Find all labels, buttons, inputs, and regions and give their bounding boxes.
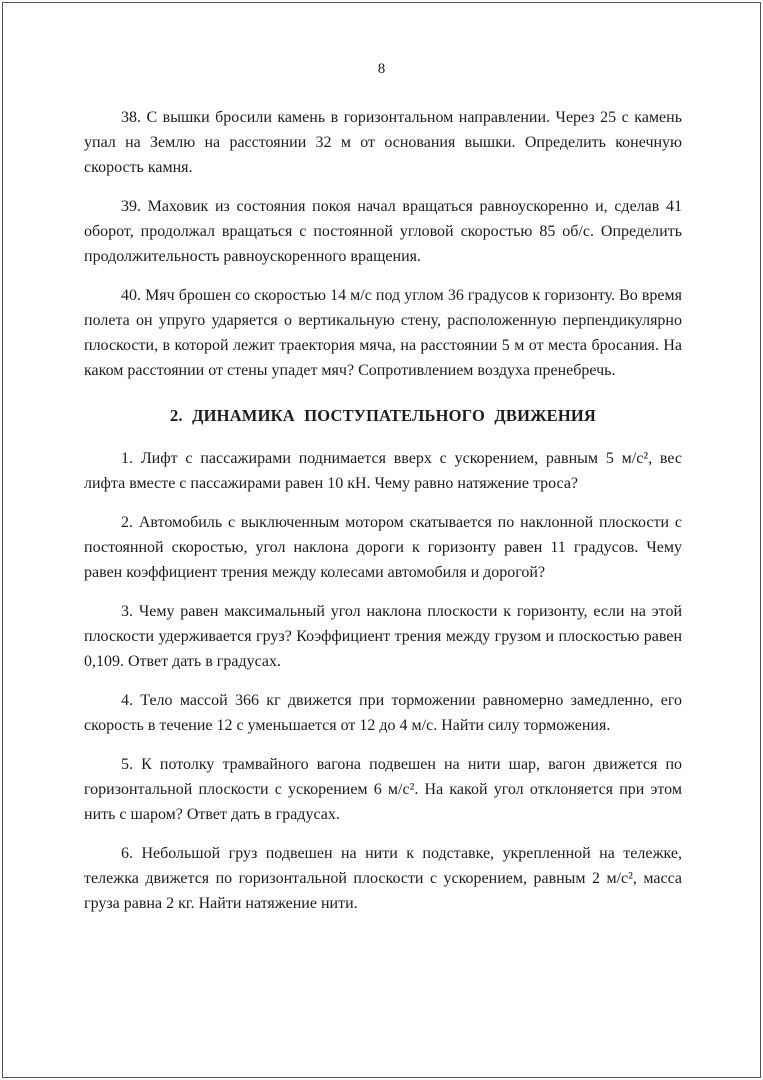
- problem-1: 1. Лифт с пассажирами поднимается вверх с ускорением, равным 5 м/с², вес лифта вместе с пассажирами равен 10 кН. Чему равно натяжение троса?: [84, 450, 682, 492]
- problem-38: 38. С вышки бросили камень в горизонтальном направлении. Через 25 с камень упал на Землю на расстоянии 32 м от основания вышки. Определить конечную скорость камня.: [84, 109, 682, 176]
- dynamics-problems-section: [84, 446, 682, 916]
- problem-6: 6. Небольшой груз подвешен на нити к подставке, укрепленной на тележке, тележка движется по горизонтальной плоскости с ускорением, равным 2 м/с², масса груза равна 2 кг. Найти натяжение нити.: [84, 845, 682, 912]
- problem-5: 5. К потолку трамвайного вагона подвешен на нити шар, вагон движется по горизонтальной плоскости с ускорением 6 м/с². На какой угол отклоняется при этом нить с шаром? Ответ дать в градусах.: [84, 756, 682, 823]
- problem-40: 40. Мяч брошен со скоростью 14 м/с под углом 36 градусов к горизонту. Во время полета он упруго ударяется о вертикальную стену, расположенную перпендикулярно плоскости, в которой лежит траектория мяча, на расстоянии 5 м от места бросания. На каком расстоянии от стены упадет мяч? Сопротивлением воздуха пренебречь.: [84, 287, 682, 379]
- problem-2: 2. Автомобиль с выключенным мотором скатывается по наклонной плоскости с постоянной скоростью, угол наклона дороги к горизонту равен 11 градусов. Чему равен коэффициент трения между колесами автомобиля и дорогой?: [84, 514, 682, 581]
- problem-3: 3. Чему равен максимальный угол наклона плоскости к горизонту, если на этой плоскости удерживается груз? Коэффициент трения между грузом и плоскостью равен 0,109. Ответ дать в градусах.: [84, 603, 682, 670]
- page-number: 8: [377, 61, 386, 77]
- problem-39: 39. Маховик из состояния покоя начал вращаться равноускоренно и, сделав 41 оборот, продолжал вращаться с постоянной угловой скоростью 85 об/с. Определить продолжительность равноускоренного вращения.: [84, 198, 682, 265]
- problem-4: 4. Тело массой 366 кг движется при торможении равномерно замедленно, его скорость в течение 12 с уменьшается от 12 до 4 м/с. Найти силу торможения.: [84, 692, 682, 734]
- section-heading-dynamics: 2. ДИНАМИКА ПОСТУПАТЕЛЬНОГО ДВИЖЕНИЯ: [169, 406, 597, 425]
- kinematics-problems-section: [84, 105, 682, 383]
- page-content: [0, 105, 763, 916]
